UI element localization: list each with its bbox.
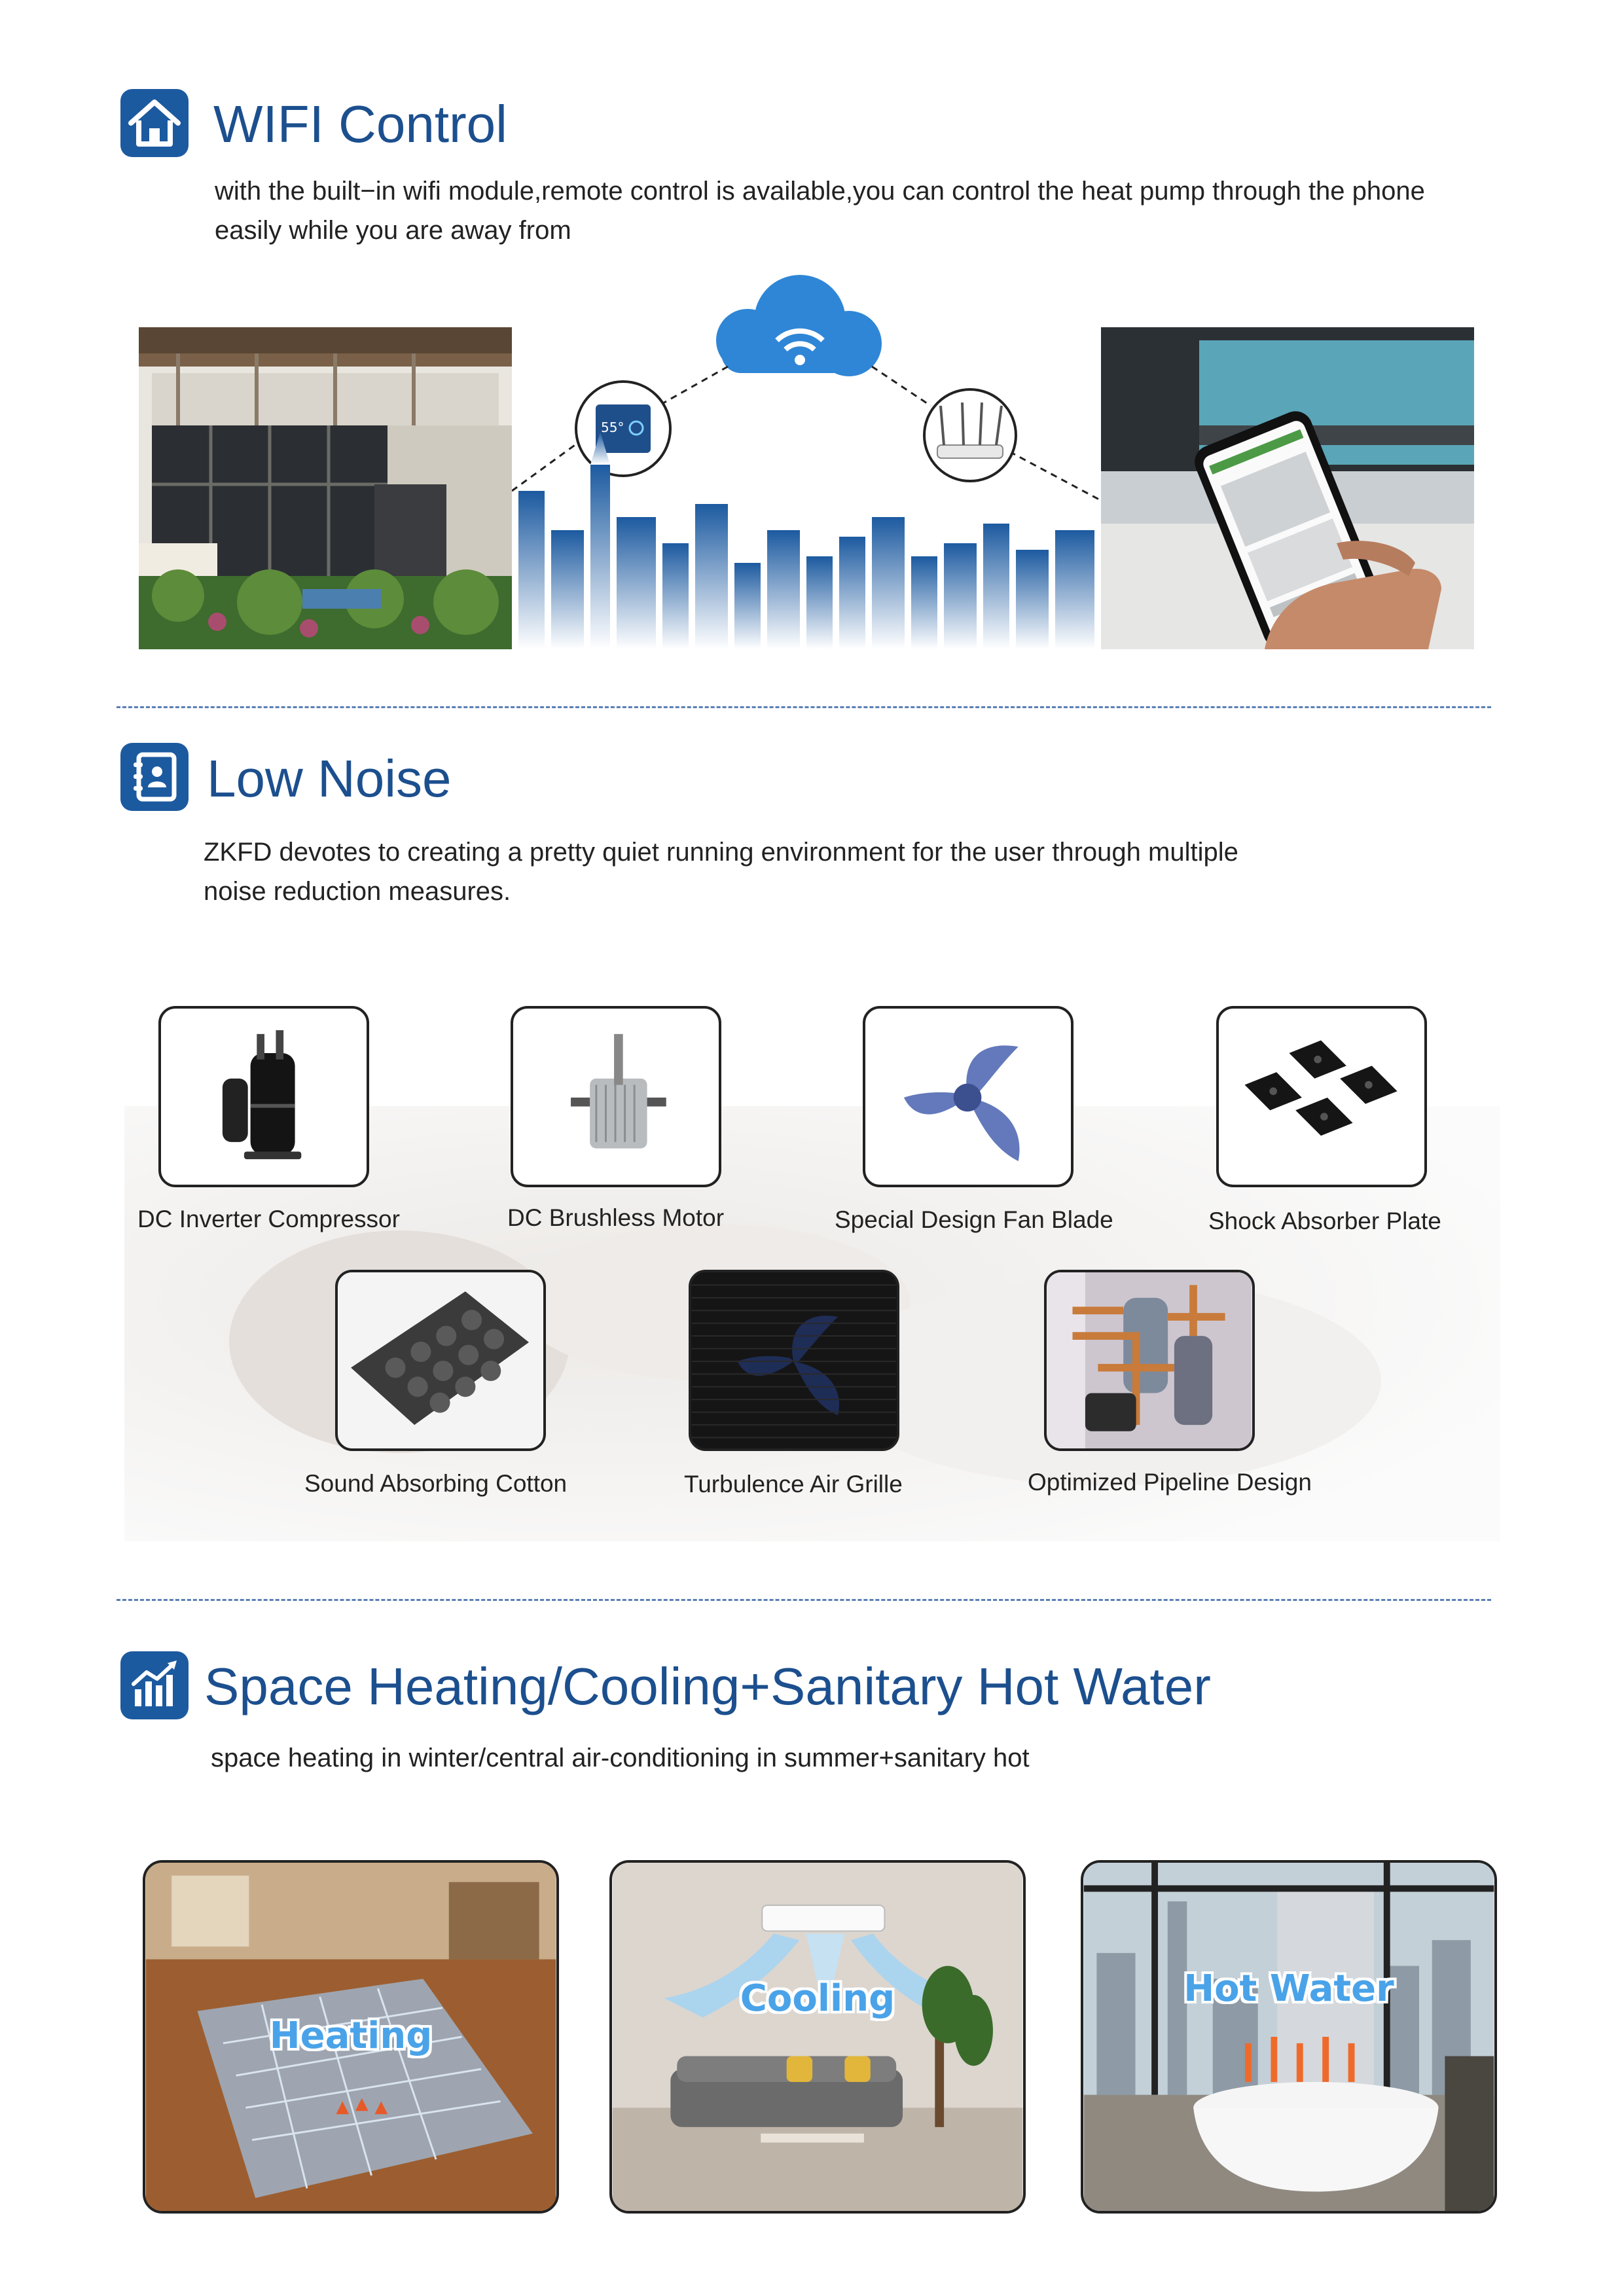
acoustic-foam-icon — [338, 1272, 543, 1448]
section-title-heating: Space Heating/Cooling+Sanitary Hot Water — [204, 1657, 1211, 1715]
cloud-wifi-icon — [716, 275, 882, 376]
section-title-wifi: WIFI Control — [213, 95, 507, 153]
acoustic-foam-tile — [335, 1270, 546, 1451]
item-label-acoustic-foam: Sound Absorbing Cotton — [304, 1470, 568, 1497]
house-exterior-photo — [139, 327, 512, 649]
motor-tile — [511, 1006, 721, 1187]
hot-water-bathroom-image — [1083, 1863, 1494, 2211]
absorber-plate-tile — [1216, 1006, 1427, 1187]
hot-water-label: Hot Water — [1183, 1967, 1394, 2010]
hot-water-card — [1081, 1860, 1497, 2214]
air-grille-icon — [691, 1272, 897, 1448]
air-grille-tile — [689, 1270, 899, 1451]
cooling-room-image — [612, 1863, 1023, 2211]
section-title-low-noise: Low Noise — [207, 749, 452, 808]
item-label-air-grille: Turbulence Air Grille — [684, 1471, 903, 1498]
heating-card — [143, 1860, 559, 2214]
motor-icon — [513, 1009, 719, 1185]
wifi-network-diagram — [512, 268, 1108, 649]
fan-blade-icon — [865, 1009, 1071, 1185]
heating-label: Heating — [269, 2015, 433, 2057]
section-description-wifi: with the built−in wifi module,remote control is available,you can control the heat pump through the phone easily while you are away from — [215, 177, 1425, 245]
home-icon — [120, 89, 189, 157]
fan-blade-tile — [863, 1006, 1074, 1187]
thermostat-display: 55° — [601, 420, 624, 435]
item-label-compressor: DC Inverter Compressor — [137, 1206, 400, 1232]
item-label-fan-blade: Special Design Fan Blade — [835, 1206, 1113, 1233]
absorber-plate-icon — [1219, 1009, 1424, 1185]
cooling-label: Cooling — [740, 1977, 895, 2020]
section-divider — [117, 1599, 1491, 1601]
contact-book-icon — [120, 743, 189, 811]
section-description-heating: space heating in winter/central air-conditioning in summer+sanitary hot — [211, 1744, 1030, 1772]
pipeline-icon — [1047, 1272, 1252, 1448]
phone-app-photo — [1101, 327, 1474, 649]
item-label-motor: DC Brushless Motor — [507, 1204, 725, 1231]
cooling-card — [609, 1860, 1026, 2214]
item-label-absorber-plate: Shock Absorber Plate — [1208, 1208, 1441, 1234]
section-description-low-noise: ZKFD devotes to creating a pretty quiet running environment for the user through multiple noise reduction measures. — [204, 838, 1238, 906]
section-divider — [117, 706, 1491, 708]
bar-chart-icon — [120, 1651, 189, 1719]
compressor-tile — [158, 1006, 369, 1187]
item-label-pipeline: Optimized Pipeline Design — [1028, 1469, 1312, 1496]
pipeline-tile — [1044, 1270, 1255, 1451]
compressor-icon — [161, 1009, 367, 1185]
